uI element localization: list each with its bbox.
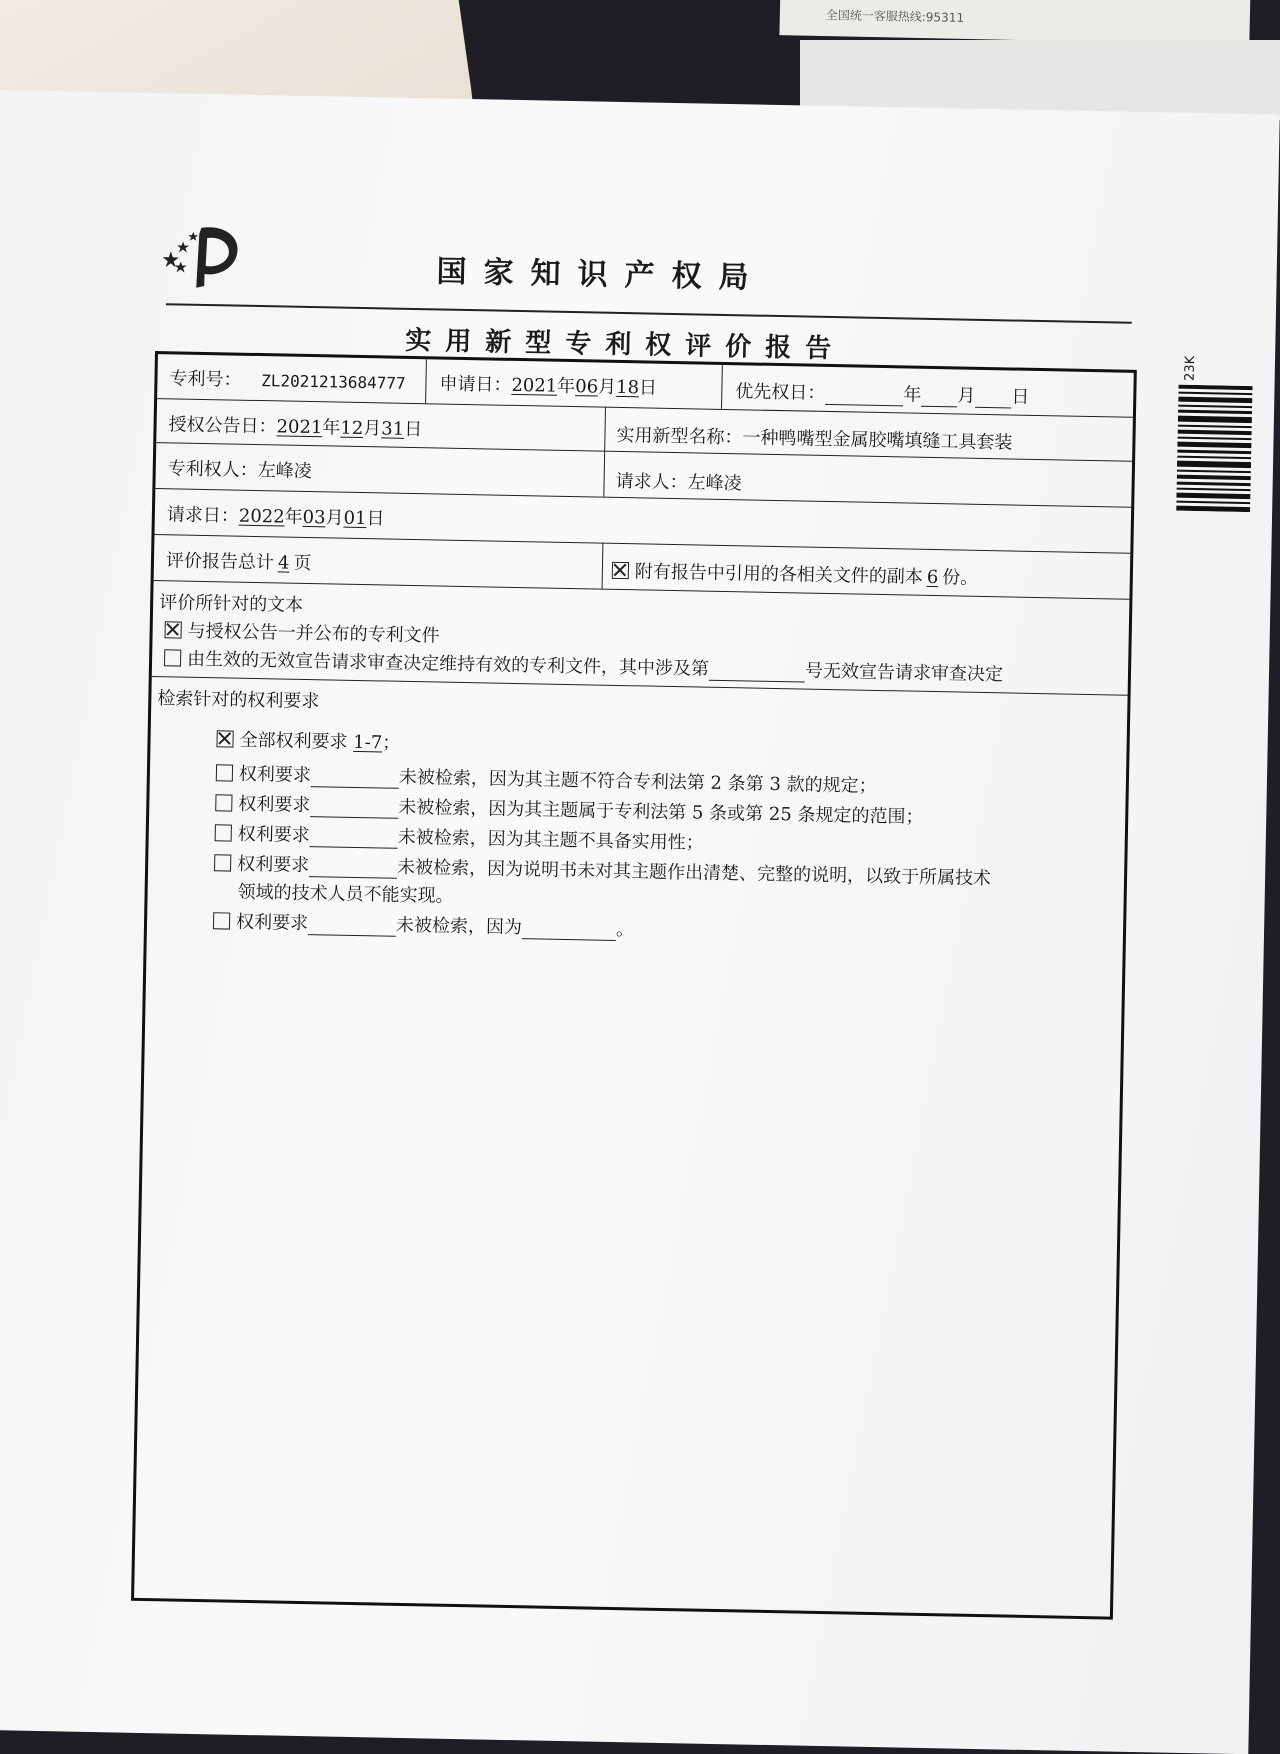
agency-name: 国家知识产权局	[436, 254, 766, 296]
all-claims-range: 1-7	[353, 731, 383, 754]
request-year: 2022	[238, 505, 285, 528]
patentee-value: 左峰凌	[257, 460, 312, 483]
claim-exclusion-5-checkbox[interactable]	[213, 912, 230, 929]
document-title: 实用新型专利权评价报告	[404, 325, 846, 365]
patent-no-field	[169, 364, 406, 395]
priority-date-field: 优先权日： 年 月 日	[735, 381, 1030, 408]
hotline-text: 全国统一客服热线:95311	[825, 8, 965, 25]
grant-date-field: 授权公告日：2021年12月31日	[168, 414, 423, 441]
requester-value: 左峰凌	[687, 472, 742, 495]
claim-exclusion-2: 权利要求 未被检索，因为其主题属于专利法第 5 条或第 25 条规定的范围；	[215, 789, 924, 829]
claim-exclusion-3: 权利要求 未被检索，因为其主题不具备实用性；	[215, 819, 704, 854]
priority-date-label: 优先权日：	[735, 381, 826, 404]
target-option-2: 由生效的无效宣告请求审查决定维持有效的专利文件，其中涉及第 号无效宣告请求审查决定	[164, 644, 1003, 686]
all-claims-item: 全部权利要求 1-7；	[216, 725, 400, 755]
patentee-label: 专利权人：	[167, 458, 258, 482]
claim-exclusion-3-text: 未被检索，因为其主题不具备实用性；	[397, 826, 704, 854]
target-text-heading: 评价所针对的文本	[158, 592, 304, 616]
attachment-label: 附有报告中引用的各相关文件的副本	[634, 561, 924, 588]
receipt-slip	[779, 0, 1250, 45]
claim-exclusion-4-checkbox[interactable]	[214, 854, 231, 871]
report-form	[131, 351, 1137, 1620]
claim-exclusion-1-text: 未被检索，因为其主题不符合专利法第 2 条第 3 款的规定；	[398, 766, 877, 797]
patent-no-value: ZL2021213684777	[261, 371, 406, 393]
request-day: 01	[343, 507, 367, 530]
all-claims-label: 全部权利要求	[239, 729, 348, 753]
attachment-copies: 6	[926, 566, 939, 589]
target-option-1-checkbox[interactable]	[165, 621, 182, 638]
claim-exclusion-1: 权利要求 未被检索，因为其主题不符合专利法第 2 条第 3 款的规定；	[216, 759, 877, 798]
header-rule	[166, 303, 1132, 324]
claim-exclusion-2-text: 未被检索，因为其主题属于专利法第 5 条或第 25 条规定的范围；	[398, 796, 924, 828]
claim-exclusion-5: 权利要求 未被检索，因为 。	[213, 907, 634, 941]
utility-name-field	[616, 421, 1012, 455]
report-pages-value: 4	[277, 552, 290, 574]
attachment-checkbox[interactable]	[612, 562, 629, 579]
application-date-field: 申请日：2021年06月18日	[439, 373, 658, 399]
request-date-label: 请求日：	[166, 504, 240, 527]
application-day: 18	[615, 376, 640, 399]
target-option-1-label: 与授权公告一并公布的专利文件	[187, 620, 440, 647]
request-date-field: 请求日：2022年03月01日	[166, 504, 385, 530]
application-year: 2021	[511, 374, 558, 397]
patent-no-label: 专利号：	[169, 368, 242, 391]
claim-exclusion-1-checkbox[interactable]	[216, 764, 233, 781]
barcode	[1176, 385, 1252, 512]
claims-heading: 检索针对的权利要求	[157, 688, 320, 713]
report-pages-field: 评价报告总计 4 页	[165, 550, 312, 575]
application-month: 06	[575, 376, 599, 398]
target-option-1	[164, 616, 439, 647]
utility-name-label: 实用新型名称：	[616, 424, 743, 449]
target-option-2-checkbox[interactable]	[164, 649, 181, 666]
claim-exclusion-5-text: 未被检索，因为	[395, 914, 523, 939]
attachment-field: 附有报告中引用的各相关文件的副本 6 份。	[612, 557, 979, 590]
claim-exclusion-2-checkbox[interactable]	[215, 794, 232, 811]
grant-month: 12	[340, 417, 364, 440]
cnipa-logo	[156, 213, 248, 295]
grant-date-label: 授权公告日：	[168, 414, 277, 438]
grant-day: 31	[381, 418, 405, 440]
target-option-2-label: 由生效的无效宣告请求审查决定维持有效的专利文件，其中涉及第	[186, 648, 710, 680]
utility-name-value: 一种鸭嘴型金属胶嘴填缝工具套装	[742, 427, 1013, 454]
claim-exclusion-3-checkbox[interactable]	[215, 824, 232, 841]
all-claims-checkbox[interactable]	[216, 730, 233, 747]
requester-field	[615, 467, 741, 495]
request-month: 03	[302, 506, 326, 529]
report-page	[0, 90, 1280, 1754]
claim-exclusion-4-continued: 领域的技术人员不能实现。	[237, 881, 454, 907]
claim-exclusion-4: 权利要求 未被检索，因为说明书未对其主题作出清楚、完整的说明，以致于所属技术	[214, 849, 991, 890]
requester-label: 请求人：	[615, 470, 688, 494]
application-date-label: 申请日：	[439, 373, 512, 396]
report-pages-label: 评价报告总计	[165, 550, 275, 574]
patentee-field	[168, 454, 312, 483]
claim-exclusion-4-text: 未被检索，因为说明书未对其主题作出清楚、完整的说明，以致于所属技术	[396, 856, 992, 890]
barcode-label: 23K	[1182, 355, 1199, 382]
grant-year: 2021	[276, 416, 323, 439]
